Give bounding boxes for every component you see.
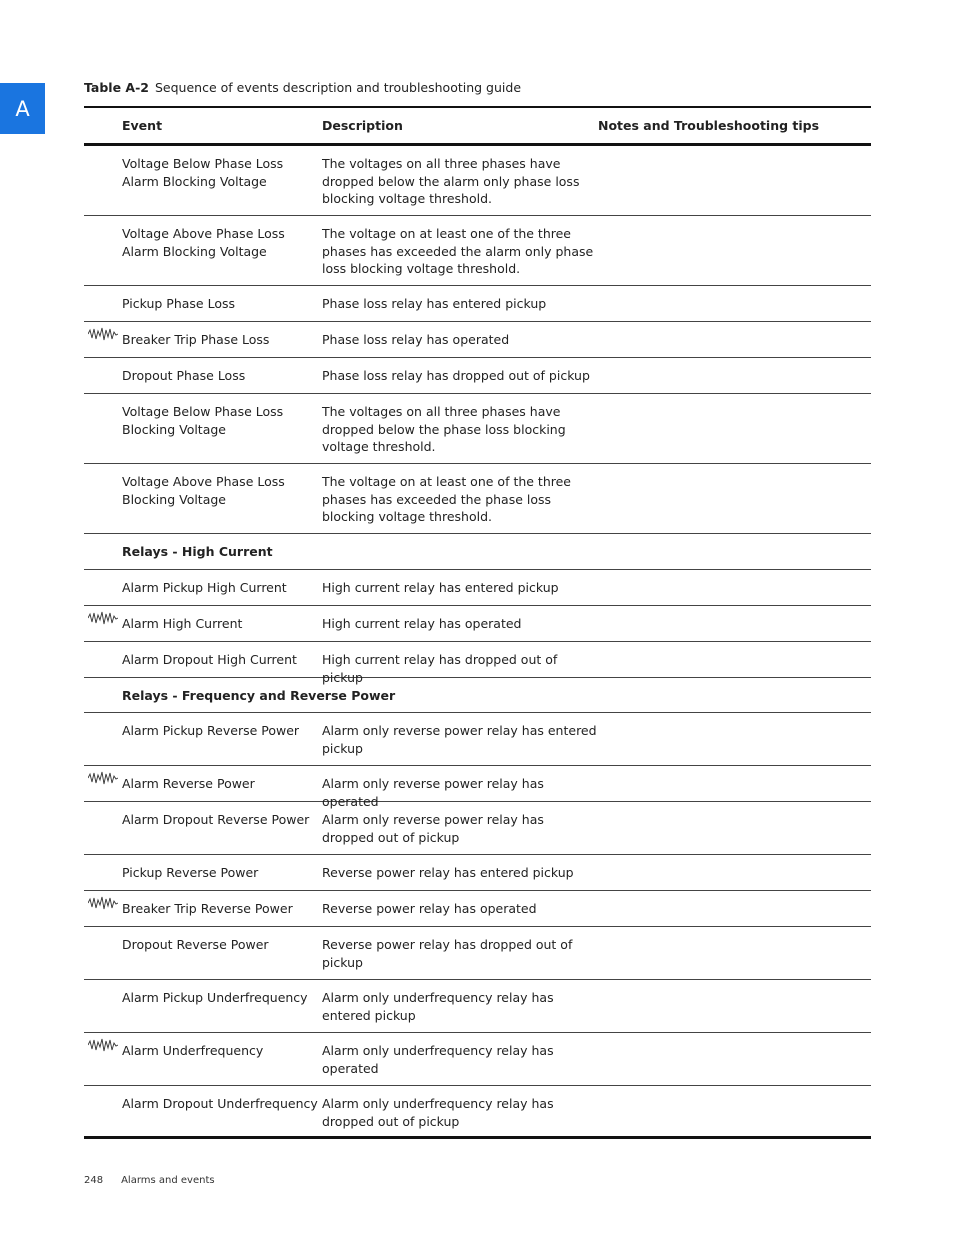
description-cell: Alarm only reverse power relay has dropped out of pickup (322, 812, 544, 845)
notes-cell (598, 900, 871, 926)
notes-cell (598, 225, 871, 285)
table-row (84, 891, 871, 927)
notes-cell (598, 403, 871, 463)
event-cell: Alarm Pickup Underfrequency (122, 990, 308, 1005)
notes-cell (598, 579, 871, 605)
description-cell: High current relay has entered pickup (322, 580, 559, 595)
event-cell: Pickup Reverse Power (122, 865, 259, 880)
table-body (84, 146, 871, 1139)
description-cell: Phase loss relay has dropped out of pickup (322, 368, 590, 383)
waveform-icon (88, 611, 118, 625)
event-cell: Alarm Pickup High Current (122, 580, 287, 595)
notes-cell (598, 295, 871, 321)
page-footer (84, 1175, 215, 1186)
description-cell: Reverse power relay has operated (322, 901, 537, 916)
event-cell: Dropout Phase Loss (122, 368, 246, 383)
description-cell: Phase loss relay has entered pickup (322, 296, 547, 311)
waveform-icon (88, 771, 118, 785)
description-cell: High current relay has operated (322, 616, 522, 631)
table-caption-label: Table A-2 (84, 80, 149, 95)
row-icon-cell (84, 225, 122, 285)
notes-cell (598, 775, 871, 801)
row-icon-cell (84, 651, 122, 677)
table-row (84, 358, 871, 394)
notes-cell (598, 811, 871, 854)
event-cell: Dropout Reverse Power (122, 937, 269, 952)
section-row (84, 678, 871, 713)
notes-cell (598, 473, 871, 533)
description-cell: The voltages on all three phases have dropped below the phase loss blocking voltage threshold. (322, 404, 566, 454)
table-row (84, 980, 871, 1033)
notes-cell (598, 367, 871, 393)
event-cell: Voltage Below Phase Loss Alarm Blocking Voltage (122, 156, 284, 189)
row-icon-cell (84, 1042, 122, 1085)
description-cell: The voltage on at least one of the three phases has exceeded the phase loss blocking voltage threshold. (322, 474, 571, 524)
description-cell: Alarm only underfrequency relay has operated (322, 1043, 554, 1076)
row-icon-cell (84, 687, 122, 712)
row-icon-cell (84, 331, 122, 357)
table-row (84, 642, 871, 685)
description-cell: The voltages on all three phases have dropped below the alarm only phase loss blocking voltage threshold. (322, 156, 580, 206)
notes-cell (598, 989, 871, 1032)
row-icon-cell (84, 295, 122, 321)
table-row (84, 802, 871, 855)
table-row (84, 1086, 871, 1139)
row-icon-cell (84, 155, 122, 215)
table-row (84, 216, 871, 286)
table-caption (84, 80, 521, 95)
event-cell: Pickup Phase Loss (122, 296, 236, 311)
notes-cell (598, 651, 871, 677)
table-row (84, 322, 871, 358)
event-cell: Breaker Trip Reverse Power (122, 901, 293, 916)
event-cell: Alarm Dropout Underfrequency (122, 1096, 318, 1111)
event-cell: Alarm Reverse Power (122, 776, 255, 791)
table-row (84, 394, 871, 464)
table-row (84, 464, 871, 534)
table-row (84, 713, 871, 766)
table-row (84, 1033, 871, 1086)
notes-cell (598, 1042, 871, 1085)
event-cell: Alarm Underfrequency (122, 1043, 264, 1058)
event-cell: Voltage Above Phase Loss Alarm Blocking Voltage (122, 226, 285, 259)
section-title: Relays - High Current (122, 544, 273, 559)
description-cell: Phase loss relay has operated (322, 332, 510, 347)
row-icon-cell (84, 811, 122, 854)
waveform-icon (88, 896, 118, 910)
event-cell: Alarm Pickup Reverse Power (122, 723, 300, 738)
column-header-description: Description (322, 118, 403, 133)
table-caption-text: Sequence of events description and troubleshooting guide (154, 80, 522, 95)
row-icon-cell (84, 615, 122, 641)
section-title: Relays - Frequency and Reverse Power (122, 688, 396, 703)
row-icon-cell (84, 403, 122, 463)
notes-cell (598, 1095, 871, 1136)
description-cell: Alarm only underfrequency relay has entered pickup (322, 990, 554, 1023)
notes-cell (598, 155, 871, 215)
table-row (84, 146, 871, 216)
row-icon-cell (84, 579, 122, 605)
table-row (84, 855, 871, 891)
description-cell: Alarm only reverse power relay has entered pickup (322, 723, 597, 756)
notes-cell (598, 864, 871, 890)
event-cell: Alarm High Current (122, 616, 243, 631)
section-row (84, 534, 871, 570)
table-row (84, 570, 871, 606)
event-cell: Voltage Above Phase Loss Blocking Voltage (122, 474, 285, 507)
row-icon-cell (84, 864, 122, 890)
events-table (84, 106, 871, 1139)
row-icon-cell (84, 722, 122, 765)
notes-cell (598, 331, 871, 357)
notes-cell (598, 722, 871, 765)
notes-cell (598, 936, 871, 979)
column-header-event: Event (122, 118, 163, 133)
description-cell: Alarm only reverse power relay has operated (322, 776, 544, 809)
event-cell: Voltage Below Phase Loss Blocking Voltage (122, 404, 284, 437)
row-icon-cell (84, 1095, 122, 1136)
footer-section: Alarms and events (121, 1175, 215, 1186)
notes-cell (598, 615, 871, 641)
table-row (84, 927, 871, 980)
description-cell: The voltage on at least one of the three phases has exceeded the alarm only phase loss blocking voltage threshold. (322, 226, 594, 276)
waveform-icon (88, 327, 118, 341)
table-header (84, 108, 871, 146)
description-cell: High current relay has dropped out of pickup (322, 652, 558, 685)
description-cell: Reverse power relay has entered pickup (322, 865, 574, 880)
column-header-notes: Notes and Troubleshooting tips (598, 118, 820, 133)
description-cell: Alarm only underfrequency relay has dropped out of pickup (322, 1096, 554, 1129)
event-cell: Alarm Dropout Reverse Power (122, 812, 310, 827)
row-icon-cell (84, 543, 122, 569)
row-icon-cell (84, 367, 122, 393)
event-cell: Alarm Dropout High Current (122, 652, 297, 667)
event-cell: Breaker Trip Phase Loss (122, 332, 270, 347)
page-number: 248 (84, 1175, 104, 1186)
row-icon-cell (84, 473, 122, 533)
table-row (84, 286, 871, 322)
appendix-tab: A (0, 83, 45, 134)
row-icon-cell (84, 775, 122, 801)
row-icon-cell (84, 936, 122, 979)
table-row (84, 766, 871, 809)
row-icon-cell (84, 900, 122, 926)
row-icon-cell (84, 989, 122, 1032)
waveform-icon (88, 1038, 118, 1052)
table-row (84, 606, 871, 642)
description-cell: Reverse power relay has dropped out of pickup (322, 937, 573, 970)
